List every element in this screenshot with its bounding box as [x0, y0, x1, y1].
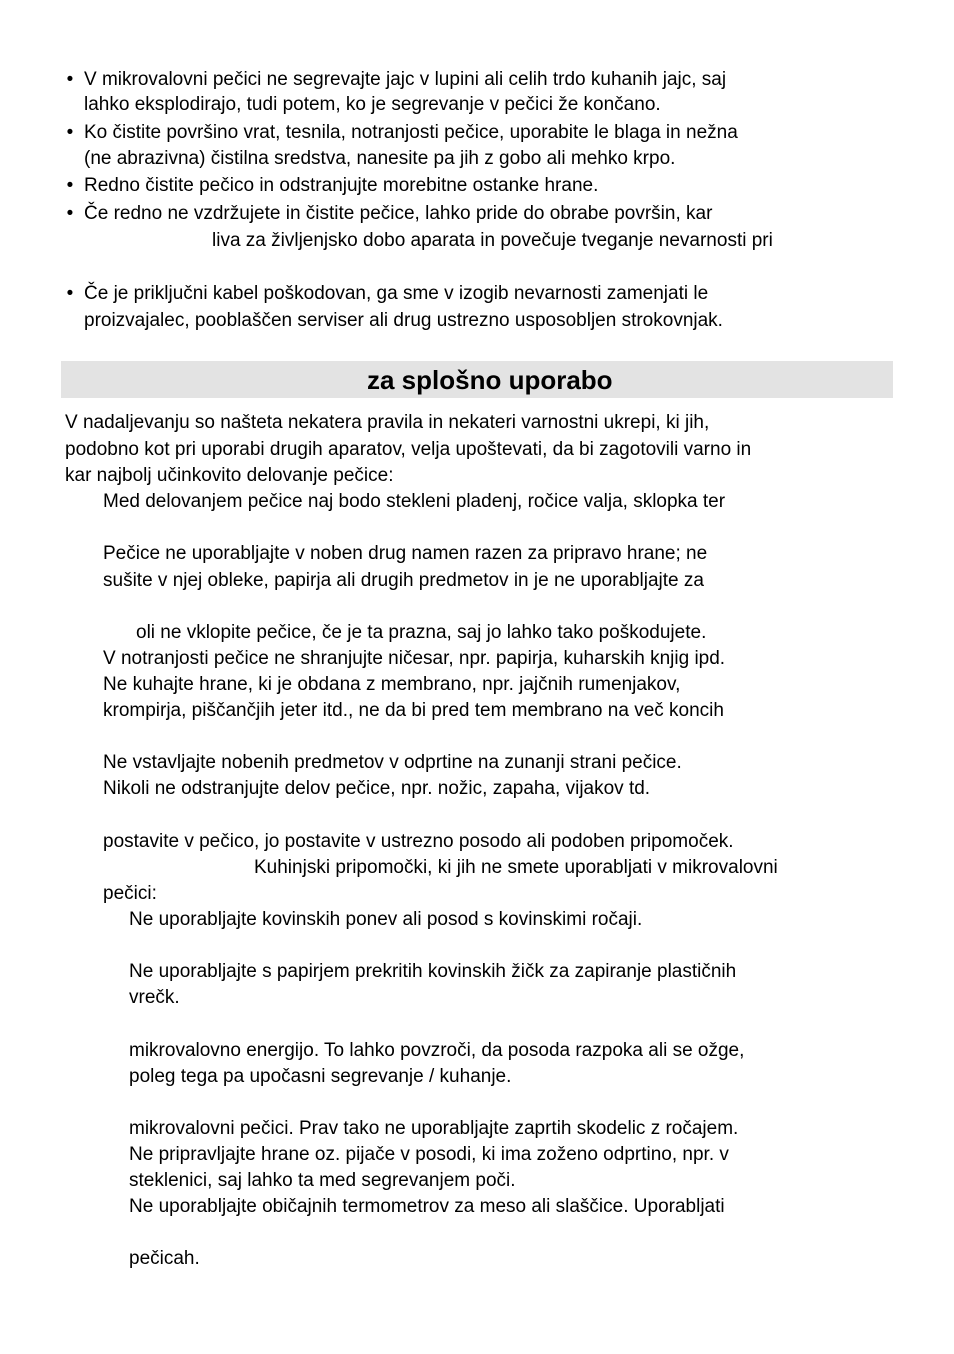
- bullet-2-line-1: Ko čistite površino vrat, tesnila, notranjosti pečice, uporabite le blaga in nežna: [84, 122, 738, 143]
- section-heading: za splošno uporabo: [367, 365, 613, 395]
- utensil-line-5: poleg tega pa upočasni segrevanje / kuhanje.: [129, 1066, 512, 1087]
- bullet-marker: •: [66, 122, 74, 143]
- bullet-marker: •: [66, 203, 74, 224]
- bullet-3-line-1: Redno čistite pečico in odstranjujte morebitne ostanke hrane.: [84, 175, 599, 196]
- rule-line-6: Ne kuhajte hrane, ki je obdana z membrano, npr. jajčnih rumenjakov,: [103, 674, 681, 695]
- bullet-4-line-2: liva za življenjsko dobo aparata in povečuje tveganje nevarnosti pri: [212, 230, 773, 251]
- intro-line-2: podobno kot pri uporabi drugih aparatov, velja upoštevati, da bi zagotovili varno in: [65, 439, 752, 460]
- rule-line-7: krompirja, piščančjih jeter itd., ne da bi pred tem membrano na več koncih: [103, 700, 724, 721]
- rule-line-4: oli ne vklopite pečice, če je ta prazna, saj jo lahko tako poškodujete.: [136, 622, 707, 643]
- utensil-line-4: mikrovalovno energijo. To lahko povzroči, da posoda razpoka ali se ožge,: [129, 1040, 745, 1061]
- utensil-line-6: mikrovalovni pečici. Prav tako ne uporabljajte zaprtih skodelic z ročajem.: [129, 1118, 739, 1139]
- rule-line-11: Kuhinjski pripomočki, ki jih ne smete uporabljati v mikrovalovni: [254, 857, 778, 878]
- rule-line-10: postavite v pečico, jo postavite v ustrezno posodo ali podoben pripomoček.: [103, 831, 734, 852]
- rule-line-9: Nikoli ne odstranjujte delov pečice, npr. nožic, zapaha, vijakov td.: [103, 778, 651, 799]
- utensil-line-8: steklenici, saj lahko ta med segrevanjem poči.: [129, 1170, 516, 1191]
- rule-line-5: V notranjosti pečice ne shranjujte ničesar, npr. papirja, kuharskih knjig ipd.: [103, 648, 726, 669]
- rule-line-1: Med delovanjem pečice naj bodo stekleni pladenj, ročice valja, sklopka ter: [103, 491, 726, 512]
- intro-line-1: V nadaljevanju so našteta nekatera pravila in nekateri varnostni ukrepi, ki jih,: [65, 412, 710, 433]
- intro-line-3: kar najbolj učinkovito delovanje pečice:: [65, 465, 394, 486]
- bullet-2-line-2: (ne abrazivna) čistilna sredstva, nanesite pa jih z gobo ali mehko krpo.: [84, 148, 676, 169]
- utensil-line-1: Ne uporabljajte kovinskih ponev ali posod s kovinskimi ročaji.: [129, 909, 643, 930]
- rule-line-8: Ne vstavljajte nobenih predmetov v odprtine na zunanji strani pečice.: [103, 752, 682, 773]
- bullet-1-line-2: lahko eksplodirajo, tudi potem, ko je segrevanje v pečici že končano.: [84, 94, 661, 115]
- bullet-5-line-2: proizvajalec, pooblaščen serviser ali drug ustrezno usposobljen strokovnjak.: [84, 310, 723, 331]
- bullet-1-line-1: V mikrovalovni pečici ne segrevajte jajc v lupini ali celih trdo kuhanih jajc, saj: [84, 69, 727, 90]
- rule-line-2: Pečice ne uporabljajte v noben drug namen razen za pripravo hrane; ne: [103, 543, 708, 564]
- bullet-marker: •: [66, 175, 74, 196]
- bullet-marker: •: [66, 69, 74, 90]
- utensil-line-7: Ne pripravljajte hrane oz. pijače v posodi, ki ima zoženo odprtino, npr. v: [129, 1144, 729, 1165]
- utensil-line-9: Ne uporabljajte običajnih termometrov za meso ali slaščice. Uporabljati: [129, 1196, 725, 1217]
- rule-line-12: pečici:: [103, 883, 157, 904]
- utensil-line-10: pečicah.: [129, 1248, 200, 1269]
- utensil-line-3: vrečk.: [129, 987, 180, 1008]
- utensil-line-2: Ne uporabljajte s papirjem prekritih kovinskih žičk za zapiranje plastičnih: [129, 961, 737, 982]
- bullet-4-line-1: Če redno ne vzdržujete in čistite pečice, lahko pride do obrabe površin, kar: [84, 203, 713, 224]
- rule-line-3: sušite v njej obleke, papirja ali drugih predmetov in je ne uporabljajte za: [103, 570, 704, 591]
- bullet-marker: •: [66, 283, 74, 304]
- bullet-5-line-1: Če je priključni kabel poškodovan, ga sme v izogib nevarnosti zamenjati le: [84, 283, 709, 304]
